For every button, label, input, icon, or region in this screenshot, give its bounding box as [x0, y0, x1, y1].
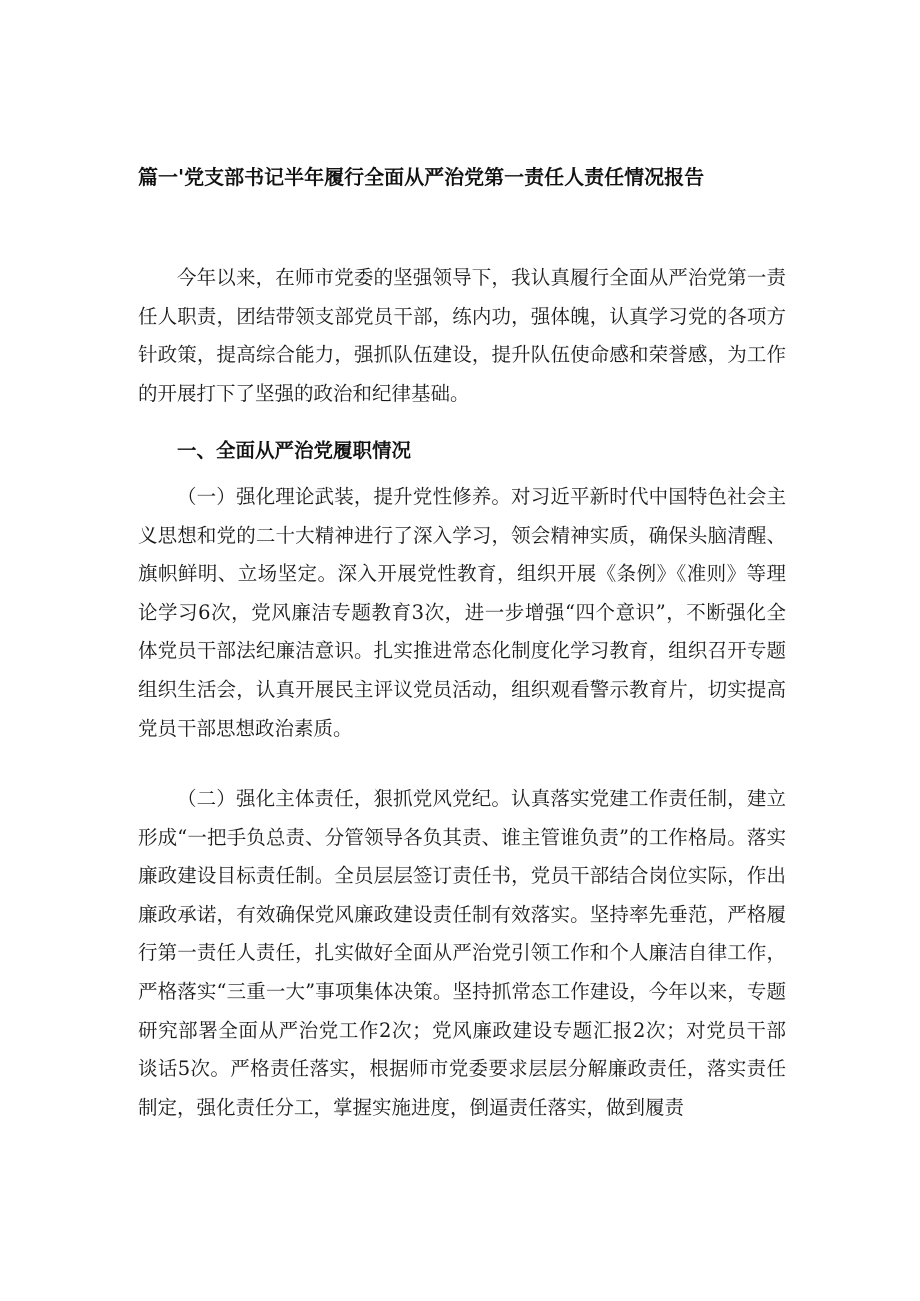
document-title: 篇一'党支部书记半年履行全面从严治党第一责任人责任情况报告: [138, 165, 705, 189]
paragraph-theory-study: （一）强化理论武装，提升党性修养。对习近平新时代中国特色社会主义思想和党的二十大精神进行了深入学习，领会精神实质，确保头脑清醒、旗帜鲜明、立场坚定。深入开展党性教育，组织开展《条例》《准则》等理论学习6次，党风廉洁专题教育3次，进一步增强“四个意识”，不断强化全体党员干部法纪廉洁意识。扎实推进常态化制度化学习教育，组织召开专题组织生活会，认真开展民主评议党员活动，组织观看警示教育片，切实提高党员干部思想政治素质。: [138, 485, 786, 740]
paragraph-main-responsibility: （二）强化主体责任，狠抓党风党纪。认真落实党建工作责任制，建立形成“一把手负总责、分管领导各负其责、谁主管谁负责”的工作格局。落实廉政建设目标责任制。全员层层签订责任书，党员干部结合岗位实际，作出廉政承诺，有效确保党风廉政建设责任制有效落实。坚持率先垂范，严格履行第一责任人责任，扎实做好全面从严治党引领工作和个人廉洁自律工作，严格落实“三重一大”事项集体决策。坚持抓常态工作建设，今年以来，专题研究部署全面从严治党工作2次；党风廉政建设专题汇报2次；对党员干部谈话5次。严格责任落实，根据师市党委要求层层分解廉政责任，落实责任制定，强化责任分工，掌握实施进度，倒逼责任落实，做到履责: [138, 787, 786, 1119]
intro-paragraph: 今年以来，在师市党委的坚强领导下，我认真履行全面从严治党第一责任人职责，团结带领支部党员干部，练内功，强体魄，认真学习党的各项方针政策，提高综合能力，强抓队伍建设，提升队伍使命感和荣誉感，为工作的开展打下了坚强的政治和纪律基础。: [138, 266, 786, 405]
section-heading: 一、全面从严治党履职情况: [177, 439, 412, 462]
